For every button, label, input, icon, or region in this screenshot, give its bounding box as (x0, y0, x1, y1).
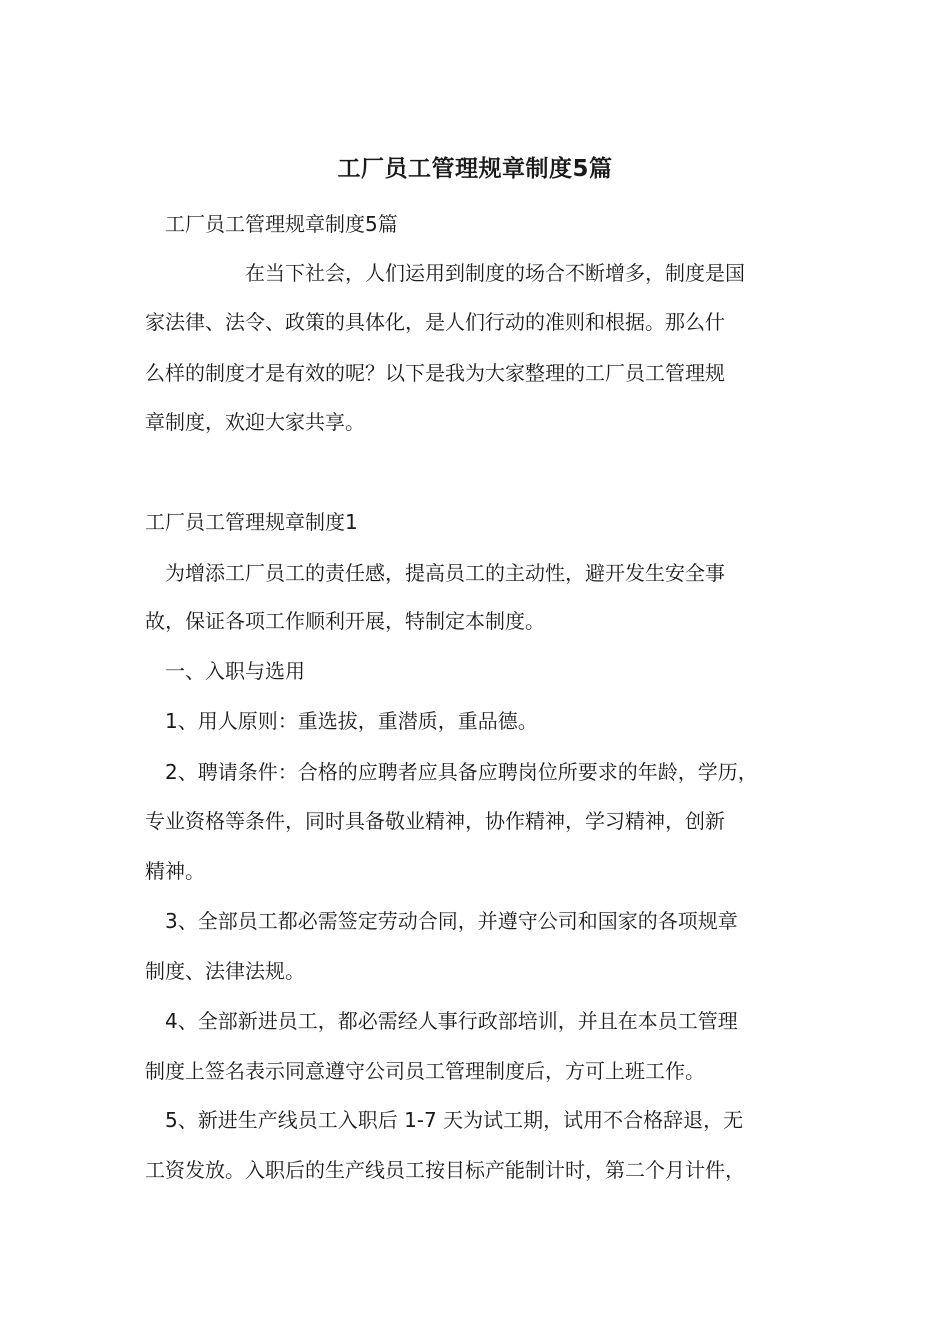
item-5-line-1: 5、新进生产线员工入职后 1-7 天为试工期，试用不合格辞退，无 (165, 1108, 744, 1132)
chapter-heading: 一、入职与选用 (165, 659, 305, 683)
item-1: 1、用人原则：重选拔，重潜质，重品德。 (165, 709, 538, 733)
section-heading: 工厂员工管理规章制度1 (145, 510, 358, 534)
purpose-line-1: 为增添工厂员工的责任感，提高员工的主动性，避开发生安全事 (165, 561, 725, 585)
intro-line-4: 章制度，欢迎大家共享。 (145, 410, 365, 434)
document-subtitle: 工厂员工管理规章制度5篇 (165, 212, 398, 236)
document-title: 工厂员工管理规章制度5篇 (337, 156, 613, 182)
item-2-line-3: 精神。 (145, 859, 205, 883)
item-4-line-1: 4、全部新进员工，都必需经人事行政部培训，并且在本员工管理 (165, 1009, 738, 1033)
intro-line-1: 在当下社会，人们运用到制度的场合不断增多，制度是国 (245, 261, 745, 285)
item-3-line-1: 3、全部员工都必需签定劳动合同，并遵守公司和国家的各项规章 (165, 909, 738, 933)
item-2-line-1: 2、聘请条件：合格的应聘者应具备应聘岗位所要求的年龄，学历， (165, 760, 758, 784)
item-4-line-2: 制度上签名表示同意遵守公司员工管理制度后，方可上班工作。 (145, 1059, 705, 1083)
item-2-line-2: 专业资格等条件，同时具备敬业精神，协作精神，学习精神，创新 (145, 809, 725, 833)
purpose-line-2: 故，保证各项工作顺利开展，特制定本制度。 (145, 609, 545, 633)
intro-line-3: 么样的制度才是有效的呢？以下是我为大家整理的工厂员工管理规 (145, 361, 725, 385)
item-3-line-2: 制度、法律法规。 (145, 959, 305, 983)
intro-line-2: 家法律、法令、政策的具体化，是人们行动的准则和根据。那么什 (145, 310, 725, 334)
item-5-line-2: 工资发放。入职后的生产线员工按目标产能制计时，第二个月计件， (145, 1158, 745, 1182)
